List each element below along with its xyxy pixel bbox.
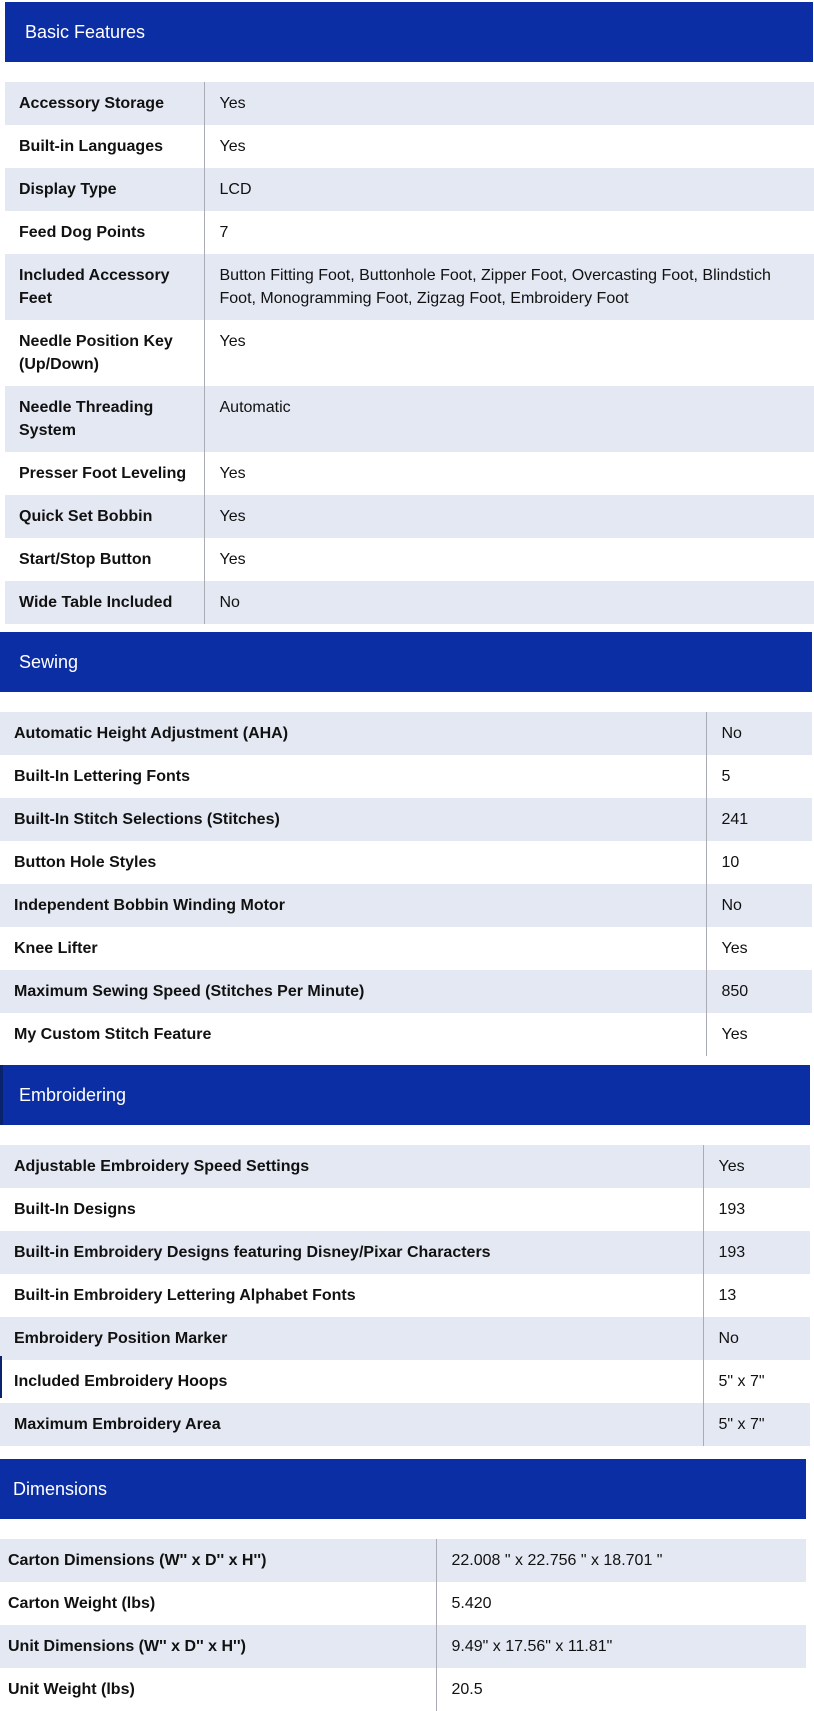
spec-label: Built-In Designs: [0, 1188, 703, 1231]
spec-label: Adjustable Embroidery Speed Settings: [0, 1145, 703, 1188]
section-header-sewing: [0, 632, 812, 692]
spec-label: Included Embroidery Hoops: [0, 1360, 703, 1403]
spec-value: Yes: [204, 82, 814, 125]
spec-value: 5: [706, 755, 812, 798]
spec-label: Carton Weight (lbs): [0, 1582, 436, 1625]
table-row: [0, 1668, 806, 1711]
spec-value: 193: [703, 1231, 810, 1274]
spec-value: 7: [204, 211, 814, 254]
spec-value: 9.49" x 17.56" x 11.81": [436, 1625, 806, 1668]
spec-label: Unit Weight (lbs): [0, 1668, 436, 1711]
spec-value: Yes: [706, 927, 812, 970]
table-row: [0, 970, 812, 1013]
section-header-dimensions: [0, 1459, 806, 1519]
spec-value: No: [706, 884, 812, 927]
table-row: [5, 82, 814, 125]
spec-label: Built-In Lettering Fonts: [0, 755, 706, 798]
spec-table-sewing: [0, 712, 812, 1056]
table-row: [5, 320, 814, 386]
table-row: [0, 841, 812, 884]
spec-label: Automatic Height Adjustment (AHA): [0, 712, 706, 755]
spec-label: Built-in Embroidery Designs featuring Disney/Pixar Characters: [0, 1231, 703, 1274]
spec-value: Yes: [204, 538, 814, 581]
row-left-marker: [0, 1356, 2, 1398]
table-row: [5, 386, 814, 452]
spec-label: Built-in Embroidery Lettering Alphabet Fonts: [0, 1274, 703, 1317]
spec-label: Maximum Embroidery Area: [0, 1403, 703, 1446]
spec-label: Display Type: [5, 168, 204, 211]
table-row: [0, 1360, 810, 1403]
table-row: [5, 452, 814, 495]
spec-value: 10: [706, 841, 812, 884]
section-title: Sewing: [19, 651, 79, 672]
spec-value: 22.008 " x 22.756 " x 18.701 ": [436, 1539, 806, 1582]
spec-value: Yes: [204, 320, 814, 386]
section-title: Dimensions: [13, 1478, 108, 1499]
table-row: [0, 1582, 806, 1625]
spec-label: Knee Lifter: [0, 927, 706, 970]
spec-value: 5.420: [436, 1582, 806, 1625]
table-row: [0, 1231, 810, 1274]
spec-label: Independent Bobbin Winding Motor: [0, 884, 706, 927]
section-header-embroidering: [0, 1065, 810, 1125]
table-row: [5, 125, 814, 168]
spec-value: 5" x 7": [703, 1360, 810, 1403]
table-row: [0, 755, 812, 798]
section-title: Basic Features: [25, 21, 146, 42]
spec-label: Needle Position Key (Up/Down): [5, 320, 204, 386]
spec-label: Built-in Languages: [5, 125, 204, 168]
table-row: [0, 1188, 810, 1231]
section-title: Embroidering: [19, 1084, 127, 1105]
spec-value: Yes: [706, 1013, 812, 1056]
spec-label: Built-In Stitch Selections (Stitches): [0, 798, 706, 841]
spec-label: Accessory Storage: [5, 82, 204, 125]
table-row: [0, 712, 812, 755]
spec-label: Embroidery Position Marker: [0, 1317, 703, 1360]
table-row: [0, 1013, 812, 1056]
spec-value: Button Fitting Foot, Buttonhole Foot, Zipper Foot, Overcasting Foot, Blindstich Foot, Monogramming Foot, Zigzag Foot, Embroidery Foot: [204, 254, 814, 320]
table-row: [5, 538, 814, 581]
table-row: [0, 798, 812, 841]
spec-table-embroidering: [0, 1145, 810, 1446]
table-row: [0, 1625, 806, 1668]
spec-label: Feed Dog Points: [5, 211, 204, 254]
spec-label: Quick Set Bobbin: [5, 495, 204, 538]
spec-label: Start/Stop Button: [5, 538, 204, 581]
spec-value: 241: [706, 798, 812, 841]
table-row: [0, 1145, 810, 1188]
spec-label: Maximum Sewing Speed (Stitches Per Minute): [0, 970, 706, 1013]
table-row: [5, 168, 814, 211]
spec-label: Button Hole Styles: [0, 841, 706, 884]
spec-value: Yes: [204, 125, 814, 168]
spec-value: No: [706, 712, 812, 755]
spec-label: Unit Dimensions (W'' x D'' x H''): [0, 1625, 436, 1668]
table-row: [5, 254, 814, 320]
section-header-basic-features: [5, 2, 813, 62]
spec-label: Carton Dimensions (W'' x D'' x H''): [0, 1539, 436, 1582]
spec-table-dimensions: [0, 1539, 806, 1711]
table-row: [5, 495, 814, 538]
spec-value: 5" x 7": [703, 1403, 810, 1446]
table-row: [0, 1317, 810, 1360]
spec-value: 20.5: [436, 1668, 806, 1711]
spec-table-basic-features: [5, 82, 814, 624]
section-header-accent: [709, 690, 812, 692]
spec-label: My Custom Stitch Feature: [0, 1013, 706, 1056]
spec-value: Yes: [204, 452, 814, 495]
spec-label: Presser Foot Leveling: [5, 452, 204, 495]
spec-value: Automatic: [204, 386, 814, 452]
table-row: [0, 927, 812, 970]
spec-value: Yes: [204, 495, 814, 538]
table-row: [0, 1403, 810, 1446]
table-row: [0, 884, 812, 927]
spec-value: 13: [703, 1274, 810, 1317]
table-row: [5, 581, 814, 624]
spec-value: No: [204, 581, 814, 624]
spec-value: 850: [706, 970, 812, 1013]
spec-label: Needle Threading System: [5, 386, 204, 452]
spec-value: 193: [703, 1188, 810, 1231]
table-row: [5, 211, 814, 254]
spec-value: No: [703, 1317, 810, 1360]
spec-label: Included Accessory Feet: [5, 254, 204, 320]
spec-label: Wide Table Included: [5, 581, 204, 624]
spec-value: LCD: [204, 168, 814, 211]
table-row: [0, 1539, 806, 1582]
spec-value: Yes: [703, 1145, 810, 1188]
table-row: [0, 1274, 810, 1317]
